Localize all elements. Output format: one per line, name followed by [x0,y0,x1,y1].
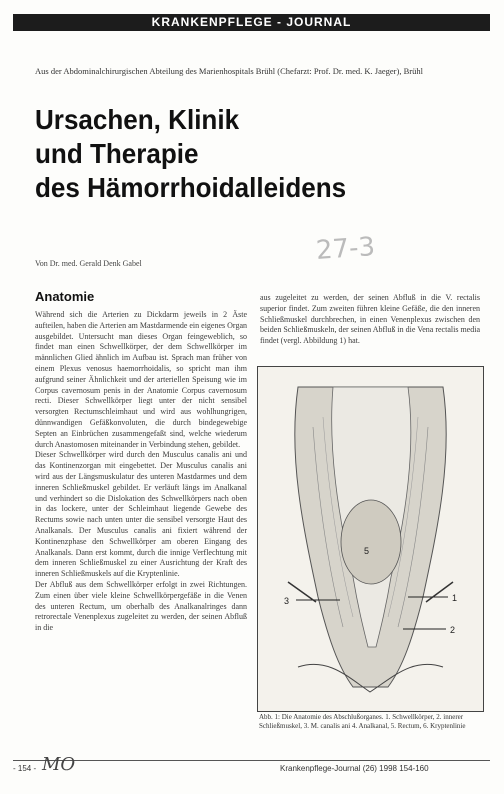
figure-label-3: 3 [284,596,290,606]
article-title [35,103,444,205]
journal-banner: KRANKENPFLEGE - JOURNAL [13,14,490,31]
body-paragraph: Der Abfluß aus dem Schwellkörper erfolgt in zwei Richtungen. Zum einen über viele kleine Schwellkörpergefäße in die Venen des unteren Rectum, um oberhalb des Analkanalringes dann retrorectale Venenplexus zugeleitet zu werden, der seinen Abfluß in die [35,579,247,633]
handwritten-signature: MO [42,754,76,775]
author-byline: Von Dr. med. Gerald Denk Gabel [35,259,142,268]
body-paragraph: aus zugeleitet zu werden, der seinen Abfluß in die V. rectalis superior findet. Zum zweiten führen kleine Gefäße, die den inneren Schließmuskel durchbrechen, in einen Venenplexus zwischen den beiden Schließmuskeln, der seinen Abfluß in die Vena rectalis media findet (vergl. Abbildung 1) hat. [260,293,480,346]
figure-label-2: 2 [450,625,456,635]
figure-label-1: 1 [452,593,458,603]
title-line-3: des Hämorrhoidalleidens [35,172,347,203]
body-paragraph: Während sich die Arterien zu Dickdarm jeweils in 2 Äste aufteilen, haben die Arterien am Mastdarmende ein eigenes Organ ausgebildet. Untersucht man dieses Organ feingeweblich, so findet man einen Schwellkörper, der dem Schwellkörper im männlichen Glied ähnlich im Aufbau ist. Sprach man früher von einem Plexus venosus haemorrhoidalis, so spricht man ihm aufgrund seiner Ähnlichkeit und der arteriellen Speisung wie im Corpus cavernosum penis in der Anatomie Corpus cavernosum recti. Dieser Schwellkörper liegt unter der nicht sensibel versorgten Rectumschleimhaut und wird aus wohlhungrigen, dünnwandigen Gefäßkonvoluten, die durch bindegewebige Septen an Einbrüchen zusammengefaßt sind, welche wiederum durch Anastomosen miteinander in Verbindung stehen, gebildet. [35,310,247,449]
figure-caption: Abb. 1: Die Anatomie des Abschlußorganes. 1. Schwellkörper, 2. innerer Schließmuskel, 3. M. canalis ani 4. Analkanal, 5. Rectum, 6. Kryptenlinie [259,713,466,730]
right-column [260,293,480,347]
affiliation-note: Aus der Abdominalchirurgischen Abteilung des Marienhospitals Brühl (Chefarzt: Prof. Dr. med. K. Jaeger), Brühl [35,66,423,76]
journal-citation: Krankenpflege-Journal (26) 1998 154-160 [280,764,429,773]
section-heading: Anatomie [35,289,95,304]
title-line-1: Ursachen, Klinik [35,104,240,135]
page-number: - 154 - [13,764,37,773]
anatomy-illustration [258,367,483,711]
left-column [35,310,247,634]
handwritten-note: 27-3 [315,231,376,267]
title-line-2: und Therapie [35,138,199,169]
anatomy-figure [257,366,484,712]
body-paragraph: Dieser Schwellkörper wird durch den Musculus canalis ani und das Kontinenzorgan mit eingebettet. Der Musculus canalis ani wird aus der Längsmuskulatur des unteren Mastdarmes und dem inneren Schließmuskel gebildet. Er verläuft längs im Analkanal und verhindert so die Dislokation des Schwellkörpers nach oben in das lockere, unter der Schleimhaut liegende Gewebe des Rectums sowie nach unten unter die sensibel versorgte Haut des Analkanals. Der Musculus canalis ani fixiert während der Kontinenzphase den Schwellkörper am oberen Eingang des Analkanals. Dann erst kommt, durch die innige Verflechtung mit dem inneren Schließmuskel zu einer Ausrichtung der Kraft des inneren Schließmuskels auf die Kryptenlinie. [35,450,247,579]
figure-label-5: 5 [364,546,370,556]
footer-divider [13,760,490,761]
